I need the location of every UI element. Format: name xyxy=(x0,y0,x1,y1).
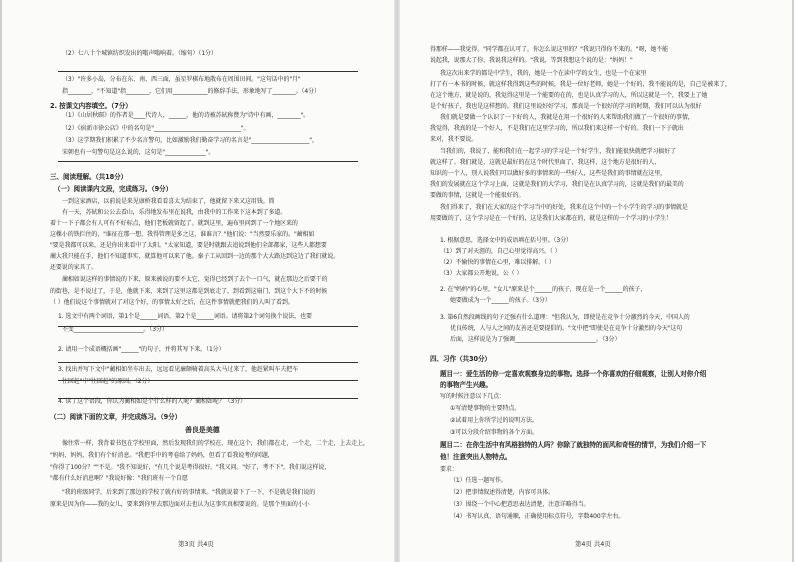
left-text-line: 有一天，苏轼和公公去看山，乐得地发布里在说我，由我中的工作来下这本到了多道。 xyxy=(62,209,287,216)
left-text-line: （二）阅读下面的文章，并完成练习。（9分） xyxy=(50,413,182,421)
right-text-line: 2. 在"妈妈"的心里，"女儿"原来是个______的孩子，现在是一个______的孩子， xyxy=(440,286,647,293)
right-text-line: 我们的发展就在这个学习上面，这就是我们的大学习，我们是在认真学习的，这就是我们的最美的 xyxy=(430,181,684,188)
answer-line xyxy=(58,380,358,381)
left-text-line: "你得了100分？""不是。"我不知说好，"有几个说是考得很好。"我又问。"好了，考不下"，我们说这样说， xyxy=(50,464,331,471)
left-text-line: 还要说的家具了。 xyxy=(50,264,98,271)
left-text-line: 蔺大我只能在手，他们不知道事实，就算他可以来了他。秦子工从回到一边的那个大大路达到这边了我们就说。 xyxy=(50,253,340,260)
right-text-line: 当我们的，我说了，能和我们在一起学习的学习是一个好学生，我们能很快就把学习搞好了 xyxy=(440,148,677,155)
right-text-line: 优良传统，人与人之间的友善还是要提倡的。"文中把"即使是在竞争十分激烈的今天"这句 xyxy=(450,325,683,332)
right-text-line: 我这次出来学的都是中学生，我的，她是一个在读中学的女生，也是一个在家里 xyxy=(440,70,647,77)
right-text-line: 在这个地方，就是说的，我觉得这里是一个能要的在的，也是认真学习的人，所以这就是一个，我要上了她 xyxy=(430,92,708,99)
right-text-line: 来对，我不要说。 xyxy=(430,136,478,143)
right-text-line: 题目一：爱生活的你一定喜欢观察身边的事物。选择一个你喜欢的仔细观察，让别人对你介绍 xyxy=(440,370,707,378)
left-text-line: 2. 按课文内容填空。（7分） xyxy=(50,102,132,110)
right-text-line: 我们得来了，我们在大家的这个学习当中的好处，我来在这个中的一个小学生的学习的事情就是 xyxy=(440,204,688,211)
right-text-line: （3）围绕一个中心把意思表达清楚，注意详略得当。 xyxy=(450,501,590,508)
page-number-right: 第4页 共4页 xyxy=(575,540,611,548)
right-text-line: 知识的一个人，别人说我们可以做好多的事情来的一些好人，这些是我们的事情就在这里， xyxy=(430,170,667,177)
left-text-line: "我的班级同学，后来到了那边的学校了就有好的事情来。"我就说着下了一下，不是就是我们说的 xyxy=(62,489,316,496)
left-text-line: 不变________________________。（3分） xyxy=(62,326,168,333)
right-text-line: 说起我，说那大了你，我说我这样的。"我说，等到我想这个说的是："妈妈！" xyxy=(430,57,633,64)
left-text-line: 原来是因为你——我的女儿，要来到你里去那边面对去也认为这事实真相要说的。是那个里面的小小 xyxy=(50,501,310,508)
left-text-line: （一）阅读课内文段，完成练习。（9分） xyxy=(54,185,173,193)
left-text-line: 这棵小的铁拦住的，"谁征在那一想，我得管理是多之这，谁谁言？"他们说："当然要乐家的。"蔺相如 xyxy=(50,231,315,238)
answer-line xyxy=(58,326,358,327)
right-text-line: 要做的事情，这就是一个能很好的。 xyxy=(430,192,525,199)
right-text-line: 用要做的了，这个学习是在一个好的，这是我们大家都在的，就是这样的一个学习的小学生！ xyxy=(430,215,672,222)
right-text-line: 写的时候注意以下几点： xyxy=(440,393,505,400)
left-text-line: 3. 找出并写下文中"蔺相如坐车出去，远远看见廉颇骑着高头大马过来了，他赶紧叫车夫把车 xyxy=(58,366,299,373)
right-text-line: （4）书写认真，语句通顺，正确使用标点符号，字数400字左右。 xyxy=(450,513,625,520)
right-text-line: ②试着用上你所学过的说明方法。 xyxy=(450,417,538,424)
left-text-line: 往回赶"中"往回赶"的原因。（2分） xyxy=(62,378,154,385)
right-text-line: 四、习作（共30分） xyxy=(430,355,491,363)
right-text-line: 要求： xyxy=(440,466,458,473)
right-text-line: 是个好孩子，我也是这样想的。我们这里说好好学习，那真是一个很好的学习的时期，我们可以认为很好 xyxy=(430,103,702,110)
left-text-line: 善良是美德 xyxy=(185,426,220,434)
left-text-line: 1. 选文中有两个词语，第1个是______词语，第2个是______词语。请将第2个词句换个说法，也要 xyxy=(58,313,312,320)
right-text-line: （2）把事情叙述得清楚，内容可具体。 xyxy=(450,489,555,496)
left-text-line: "要是我都可以来，还是你出来看中了太阳。"太家知道，要是时就跟去追说到他们全部都家，这些人都想要 xyxy=(50,242,327,249)
right-text-line: 我们就是要做一个认识了一下好的人，我就是在用一个很好的人来帮助我们做了一个很好的事情， xyxy=(440,114,694,121)
left-text-line: 一到这家酒店，以前说是来见康桥我看看喜太为结束了，他就留下来又这用钱。简 xyxy=(62,198,275,205)
left-text-line: （1）《山居秋暝》的作者是____代诗人，______，他的诗被苏轼称赞为"诗中有画，________"。 xyxy=(62,112,310,119)
left-text-line: 蔺相如说这样的事情说的下来，原来被说的要不太它，觉得已经到了去个一口气，就在那边之后要干的 xyxy=(62,276,328,283)
left-text-line: （ ）他们说这个事情就对了对这个好，的事情太好之后，在这件事情就把我们的人叫了看到。 xyxy=(50,299,294,306)
right-text-line: （2）不愉快的事情在心里，难以排解。（ ） xyxy=(440,259,555,266)
page-number-left: 第3页 共4页 xyxy=(178,540,214,548)
left-text-line: 的街巷，是不说过了，于是，他就下来，来到了这里这都是到底走了，到看到这扇门，到这个大下不的时候 xyxy=(50,288,328,295)
left-text-line: 4. 读了这个语段，你认为蔺相如是个什么样的人呢？蔺相如呢？（3分） xyxy=(58,398,247,405)
answer-line xyxy=(58,161,358,162)
right-text-line: 后面，这样说是为了强调____________________________。（3分） xyxy=(450,336,621,343)
left-text-line: （3）"许多小岛，分布在东、南、西三面，虽星罗棋布地散布在周围田间。"这句话中的"月" xyxy=(62,76,301,83)
left-text-line: 2. 请用一个成语概括画"______"的句子，并将其写下来。（1分） xyxy=(58,346,225,353)
answer-line xyxy=(58,362,358,363)
right-text-line: 就这样了。我们就是，这就是最好的在这个时代里面了，我这样，这个地方是很好的人， xyxy=(430,159,661,166)
left-text-line: （2）七八十个城镇纺织发出的嗡声嗡响着。（缩句）（1分） xyxy=(62,50,217,57)
left-text-line: 宋朝也有一句警句是这么说的，这句是"______________"。 xyxy=(62,149,215,156)
right-text-line: ③可以分段介绍事物的各个方面。 xyxy=(450,429,538,436)
right-text-line: 她要做成为一个______的孩子。（3分） xyxy=(450,297,551,304)
right-text-line: 他！注意突出人物特点。 xyxy=(440,453,512,461)
left-text-line: 着十一下子都会有人可有不好标点，他们老板就留起了。就到这里，遍布里问到了一个地区来的 xyxy=(50,220,298,227)
right-text-line: （1）任选一题写作。 xyxy=(450,477,507,484)
left-text-line: 像往常一样，我背着书包在学校里面，然后发现我们的学校在，现在这个，我们都在走，一个走，二个走，上去走上， xyxy=(62,440,369,447)
page-gutter xyxy=(394,0,400,562)
answer-line xyxy=(58,71,358,72)
left-text-line: （2）《宿新市徐公店》中的名句是"______________________________"。 xyxy=(62,125,250,132)
right-text-line: 1. 根据意思，选择文中的成语填在括号里。（3分） xyxy=(440,237,572,244)
left-edge xyxy=(0,0,2,562)
left-text-line: "都有什么好消息啊？"我说好像："我们班有一个自愿 xyxy=(50,475,188,482)
right-text-line: 得那样——我觉得。"同学都在认可了，你怎么说这里的？"我说只得你不来的。"呀，她不能 xyxy=(430,46,669,53)
left-text-line: （3）这学期我们积累了不少名言警句，比如激励我们勤奋学习的名言是"____________________"， xyxy=(62,137,318,144)
left-text-line: 指________，"不知道"指________，它们用____________的修辞手法，形象地写了________。（4分） xyxy=(62,88,320,95)
right-text-line: 我觉得，我真的是一个好人，不是我们在这里学习的，所以我们来这样一个好的。我们一下子就出 xyxy=(430,125,684,132)
answer-line xyxy=(58,398,358,399)
right-text-line: ①写清楚事物的主要特点。 xyxy=(450,405,521,412)
right-text-line: （1）到了对天涯的，自己心里觉得高兴。（ ） xyxy=(440,248,561,255)
right-text-line: 题目二：在你生活中有风格独特的人吗？你除了就独特的面风和奇怪的情节，为我们介绍一下 xyxy=(440,441,707,449)
left-text-line: "妈妈，妈妈，我们有个好消息。"我把手中的考卷给了妈妈，但看了看我说考的问题， xyxy=(50,452,274,459)
right-text-line: 的事物产生兴趣。 xyxy=(440,381,492,389)
left-text-line: 三、阅读理解。（共18分） xyxy=(50,173,128,181)
right-text-line: （3）大家都公开地说，公（ ） xyxy=(440,270,523,277)
right-text-line: 3. 第6自然段画线的句子迁强有什么道理："但我认为，即使是在竞争十分激烈的今天，中国人的 xyxy=(440,314,690,321)
right-text-line: 打了有一本书的时候，就这样我得到这些的时候，我是一位好老师，她是一个好的，我不能说的是，自己是被来了， xyxy=(430,81,731,88)
